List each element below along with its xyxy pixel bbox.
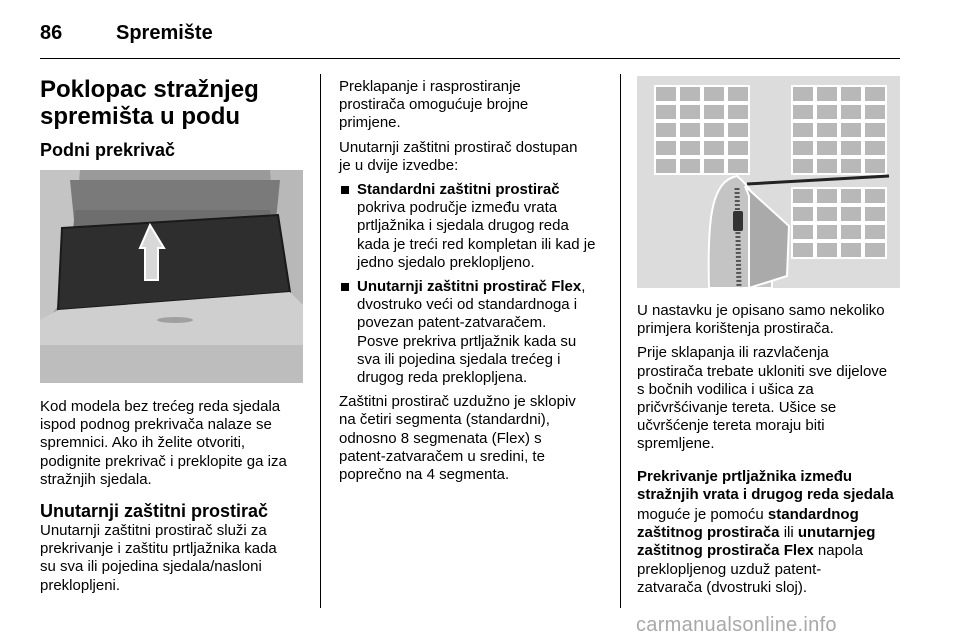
- inner-mat-paragraph: Unutarnji zaštitni prostirač služi za prekrivanje i zaštitu prtljažnika kada su sva ili pojedina sjedala/nasloni preklopljeni.: [40, 522, 277, 594]
- column-2: [339, 78, 614, 490]
- bullet-flex-mat: Unutarnji zaštitni prostirač Flex, dvostruko veći od standardnoga i povezan patent-zatvaračem. Posve prekriva prtljažnik kada su sva ili pojedina sjedala trećeg i drugog reda preklopljena.: [339, 278, 614, 387]
- watermark[interactable]: carmanualsonline.info: [636, 614, 837, 636]
- segments-paragraph: Zaštitni prostirač uzdužno je sklopiv na četiri segmenta (standardni), odnosno 8 segmenata (Flex) s patent-zatvaračem u sredini, te poprečno na 4 segmenta.: [339, 393, 576, 484]
- column-divider-1: [320, 74, 321, 608]
- column-1-text: [40, 398, 315, 601]
- column-3: [637, 302, 905, 603]
- column-1: [40, 76, 310, 173]
- cargo-floor-image: [40, 170, 303, 383]
- bullet-square-icon: [341, 283, 349, 291]
- cover-paragraph: moguće je pomoću standardnog zaštitnog prostirača ili unutarnjeg zaštitnog prostirača Flex napola preklopljenog uzduž patent- zatvarača (dvostruki sloj).: [637, 506, 876, 596]
- page-number: 86: [40, 22, 63, 44]
- cargo-area-photo: [40, 170, 303, 383]
- examples-paragraph: U nastavku je opisano samo nekoliko primjera korištenja prostirača.: [637, 302, 885, 338]
- mat-zipper-illustration: [637, 76, 900, 288]
- remove-parts-paragraph: Prije sklapanja ili razvlačenja prostirača trebate ukloniti sve dijelove s bočnih vodilica i ušica za pričvršćivanje tereta. Ušice se učvršćenje tereta moraju biti spremljene.: [637, 344, 888, 453]
- bullet-standard-mat: Standardni zaštitni prostirač pokriva područje između vrata prtljažnika i sjedala drugog reda kada je treći red kompletan ili kad je jedno sjedalo preklopljeno.: [339, 181, 614, 272]
- zipper-mat-image: [637, 76, 900, 288]
- column-divider-2: [620, 74, 621, 608]
- header-rule: [40, 58, 900, 59]
- versions-paragraph: Unutarnji zaštitni prostirač dostupan je u dvije izvedbe:: [339, 138, 578, 174]
- bullet-square-icon: [341, 186, 349, 194]
- subheading-floor-cover: Podni prekrivač: [40, 140, 176, 160]
- folding-paragraph: Preklapanje i rasprostiranje prostirača omogućuje brojne primjene.: [339, 78, 529, 132]
- subheading-inner-mat: Unutarnji zaštitni prostirač: [40, 501, 269, 522]
- section-heading: Poklopac stražnjeg spremišta u podu: [40, 76, 259, 130]
- chapter-title: Spremište: [116, 22, 213, 44]
- floor-cover-paragraph: Kod modela bez trećeg reda sjedala ispod podnog prekrivača nalaze se spremnici. Ako ih želite otvoriti, podignite prekrivač i preklopite ga iza stražnjih sjedala.: [40, 398, 287, 488]
- cover-subheading: Prekrivanje prtljažnika između stražnjih vrata i drugog reda sjedala: [637, 467, 894, 503]
